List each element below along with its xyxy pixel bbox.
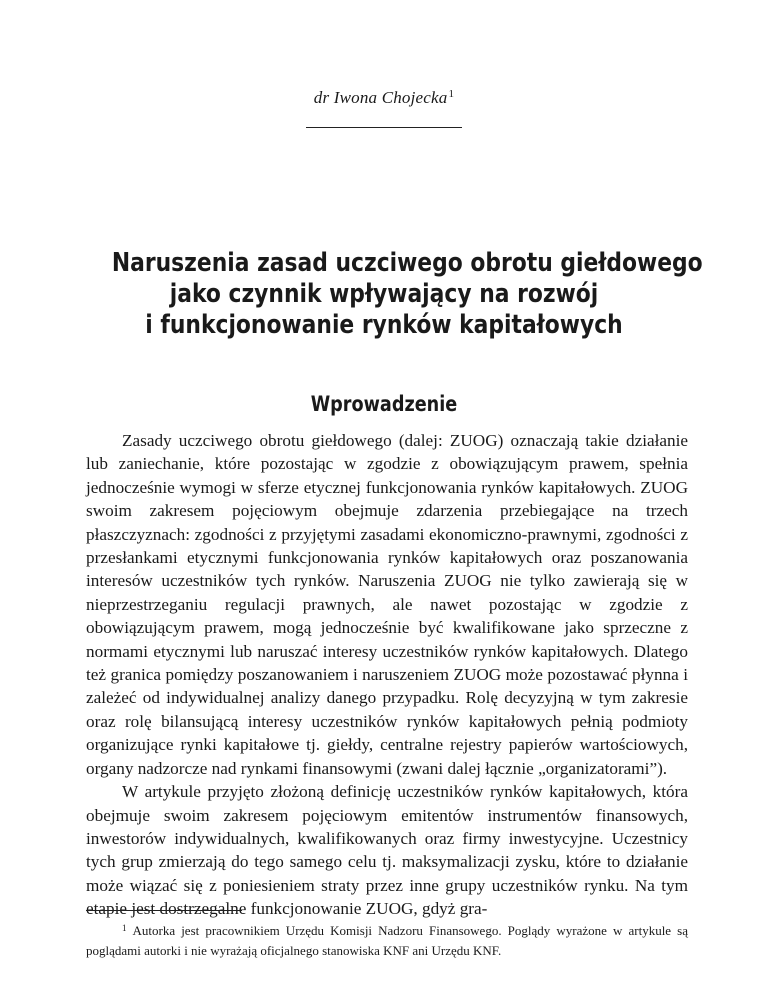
- article-title: [111, 248, 703, 341]
- footnote-text: Autorka jest pracownikiem Urzędu Komisji Nadzoru Finansowego. Poglądy wyrażone w artykule są poglądami autorki i nie wyrażają oficjalnego stanowiska KNF ani Urzędu KNF.: [86, 923, 688, 958]
- author-divider: [306, 127, 462, 128]
- author-name: dr Iwona Chojecka: [313, 88, 448, 107]
- author-footnote-ref[interactable]: 1: [448, 88, 455, 100]
- paragraph-2: W artykule przyjęto złożoną definicję uczestników rynków kapitałowych, która obejmuje swoim zakresem pojęciowym emitentów instrumentów finansowych, inwestorów indywidualnych, kwalifikowanych oraz firmy inwestycyjne. Uczestnicy tych grup zmierzają do tego samego celu tj. maksymalizacji zysku, które to działanie może wiązać się z poniesieniem straty przez inne grupy uczestników rynku. Na tym etapie jest dostrzegalne funkcjonowanie ZUOG, gdyż gra-: [86, 782, 688, 919]
- paragraph-1: Zasady uczciwego obrotu giełdowego (dalej: ZUOG) oznaczają takie działanie lub zaniechanie, które pozostając w zgodzie z obowiązującym prawem, spełnia jednocześnie wymogi w sferze etycznej funkcjonowania rynków kapitałowych. ZUOG swoim zakresem pojęciowym obejmuje zdarzenia przebiegające na trzech płaszczyznach: zgodności z przyjętymi zasadami ekonomiczno-prawnymi, zgodności z przesłankami etycznymi funkcjonowania rynków kapitałowych oraz poszanowania interesów uczestników tych rynków. Naruszenia ZUOG nie tylko zawierają się w nieprzestrzeganiu regulacji prawnych, ale nawet pozostając w zgodzie z obowiązującym prawem, mogą jednocześnie być kwalifikowane jako sprzeczne z normami etycznymi lub naruszać interesy uczestników rynków kapitałowych. Dlatego też granica pomiędzy poszanowaniem i naruszeniem ZUOG może pozostawać płynna i zależeć od indywidualnej analizy danego przypadku. Rolę decyzyjną w tym zakresie oraz rolę bilansującą interesy uczestników rynków kapitałowych pełnią podmioty organizujące rynki kapitałowe tj. giełdy, centralne rejestry papierów wartościowych, organy nadzorcze nad rynkami finansowymi (zwani dalej łącznie „organizatorami”).: [86, 431, 688, 778]
- body-text: [86, 429, 688, 921]
- footnote: [86, 918, 688, 961]
- footnote-divider: [86, 910, 242, 911]
- title-line-3: i funkcjonowanie rynków kapitałowych: [145, 310, 623, 340]
- footnote-marker: 1: [122, 923, 127, 933]
- author-line: [0, 88, 768, 108]
- title-line-1: Naruszenia zasad uczciwego obrotu giełdowego: [111, 248, 703, 278]
- section-heading: Wprowadzenie: [310, 392, 458, 416]
- title-line-2: jako czynnik wpływający na rozwój: [169, 279, 599, 309]
